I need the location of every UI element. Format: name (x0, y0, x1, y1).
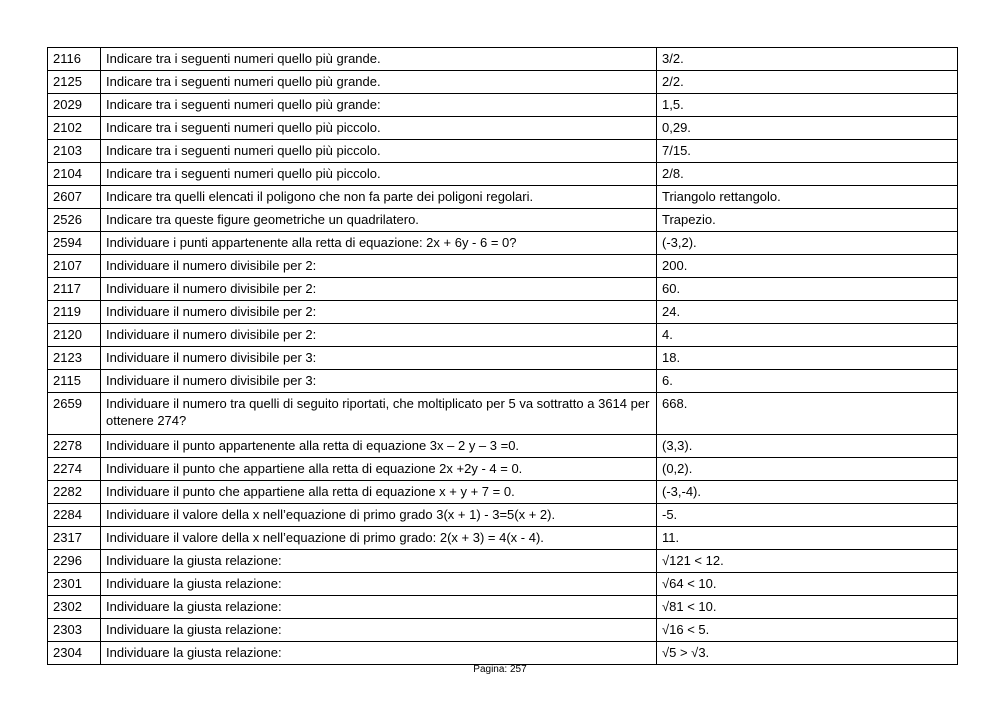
question-id: 2102 (48, 117, 101, 140)
question-text: Indicare tra quelli elencati il poligono che non fa parte dei poligoni regolari. (101, 186, 657, 209)
question-text: Individuare i punti appartenente alla retta di equazione: 2x + 6y - 6 = 0? (101, 232, 657, 255)
question-id: 2302 (48, 596, 101, 619)
question-id: 2284 (48, 504, 101, 527)
table-row (48, 255, 958, 278)
question-id: 2107 (48, 255, 101, 278)
question-text: Individuare la giusta relazione: (101, 642, 657, 665)
question-text: Indicare tra i seguenti numeri quello più grande. (101, 48, 657, 71)
answer-text: √5 > √3. (657, 642, 958, 665)
question-id: 2117 (48, 278, 101, 301)
answer-text: (-3,-4). (657, 481, 958, 504)
table-row (48, 527, 958, 550)
table-row (48, 117, 958, 140)
question-table (47, 47, 958, 665)
question-text: Indicare tra i seguenti numeri quello più piccolo. (101, 163, 657, 186)
answer-text: 3/2. (657, 48, 958, 71)
question-text: Individuare il punto che appartiene alla retta di equazione x + y + 7 = 0. (101, 481, 657, 504)
table-row (48, 435, 958, 458)
question-id: 2115 (48, 370, 101, 393)
answer-text: 24. (657, 301, 958, 324)
table-row (48, 458, 958, 481)
question-id: 2103 (48, 140, 101, 163)
answer-text: 668. (657, 393, 958, 435)
question-id: 2607 (48, 186, 101, 209)
answer-text: 60. (657, 278, 958, 301)
question-text: Individuare il numero divisibile per 2: (101, 255, 657, 278)
question-id: 2659 (48, 393, 101, 435)
answer-text: 200. (657, 255, 958, 278)
question-text: Individuare il numero divisibile per 3: (101, 370, 657, 393)
question-text: Individuare il numero divisibile per 3: (101, 347, 657, 370)
question-text: Indicare tra i seguenti numeri quello più piccolo. (101, 140, 657, 163)
question-id: 2104 (48, 163, 101, 186)
question-id: 2123 (48, 347, 101, 370)
question-id: 2278 (48, 435, 101, 458)
answer-text: (-3,2). (657, 232, 958, 255)
answer-text: √81 < 10. (657, 596, 958, 619)
question-text: Indicare tra i seguenti numeri quello più piccolo. (101, 117, 657, 140)
question-text: Indicare tra queste figure geometriche un quadrilatero. (101, 209, 657, 232)
table-row (48, 278, 958, 301)
question-id: 2317 (48, 527, 101, 550)
question-id: 2116 (48, 48, 101, 71)
question-text: Individuare il valore della x nell’equazione di primo grado 3(x + 1) - 3=5(x + 2). (101, 504, 657, 527)
question-id: 2125 (48, 71, 101, 94)
table-row (48, 324, 958, 347)
table-row (48, 481, 958, 504)
question-id: 2594 (48, 232, 101, 255)
question-id: 2303 (48, 619, 101, 642)
question-text: Individuare la giusta relazione: (101, 573, 657, 596)
question-id: 2282 (48, 481, 101, 504)
question-id: 2119 (48, 301, 101, 324)
table-row (48, 163, 958, 186)
question-text: Individuare il numero tra quelli di seguito riportati, che moltiplicato per 5 va sottratto a 3614 per ottenere 274? (101, 393, 657, 435)
question-id: 2120 (48, 324, 101, 347)
answer-text: -5. (657, 504, 958, 527)
answer-text: (0,2). (657, 458, 958, 481)
table-row (48, 301, 958, 324)
table-row (48, 550, 958, 573)
table-row (48, 393, 958, 435)
answer-text: Trapezio. (657, 209, 958, 232)
table-row (48, 370, 958, 393)
question-text: Individuare la giusta relazione: (101, 619, 657, 642)
answer-text: 6. (657, 370, 958, 393)
question-table-container (47, 47, 957, 665)
question-text: Indicare tra i seguenti numeri quello più grande: (101, 94, 657, 117)
question-id: 2304 (48, 642, 101, 665)
answer-text: 0,29. (657, 117, 958, 140)
question-text: Individuare il valore della x nell’equazione di primo grado: 2(x + 3) = 4(x - 4). (101, 527, 657, 550)
answer-text: 11. (657, 527, 958, 550)
question-text: Individuare il numero divisibile per 2: (101, 278, 657, 301)
question-text: Individuare la giusta relazione: (101, 596, 657, 619)
table-row (48, 140, 958, 163)
question-id: 2296 (48, 550, 101, 573)
answer-text: 2/8. (657, 163, 958, 186)
question-id: 2274 (48, 458, 101, 481)
answer-text: 18. (657, 347, 958, 370)
table-row (48, 347, 958, 370)
answer-text: (3,3). (657, 435, 958, 458)
question-text: Individuare il punto appartenente alla retta di equazione 3x – 2 y – 3 =0. (101, 435, 657, 458)
table-row (48, 642, 958, 665)
table-row (48, 619, 958, 642)
table-row (48, 48, 958, 71)
table-row (48, 573, 958, 596)
question-text: Individuare il numero divisibile per 2: (101, 301, 657, 324)
answer-text: Triangolo rettangolo. (657, 186, 958, 209)
table-row (48, 232, 958, 255)
answer-text: √64 < 10. (657, 573, 958, 596)
question-text: Individuare il punto che appartiene alla retta di equazione 2x +2y - 4 = 0. (101, 458, 657, 481)
answer-text: 1,5. (657, 94, 958, 117)
question-text: Individuare il numero divisibile per 2: (101, 324, 657, 347)
table-row (48, 94, 958, 117)
question-text: Indicare tra i seguenti numeri quello più grande. (101, 71, 657, 94)
table-row (48, 71, 958, 94)
answer-text: √16 < 5. (657, 619, 958, 642)
table-row (48, 209, 958, 232)
question-id: 2526 (48, 209, 101, 232)
answer-text: √121 < 12. (657, 550, 958, 573)
question-id: 2301 (48, 573, 101, 596)
question-text: Individuare la giusta relazione: (101, 550, 657, 573)
table-row (48, 504, 958, 527)
table-row (48, 596, 958, 619)
question-table-body (48, 48, 958, 665)
answer-text: 7/15. (657, 140, 958, 163)
answer-text: 4. (657, 324, 958, 347)
answer-text: 2/2. (657, 71, 958, 94)
table-row (48, 186, 958, 209)
page-number: Pagina: 257 (473, 664, 527, 675)
question-id: 2029 (48, 94, 101, 117)
